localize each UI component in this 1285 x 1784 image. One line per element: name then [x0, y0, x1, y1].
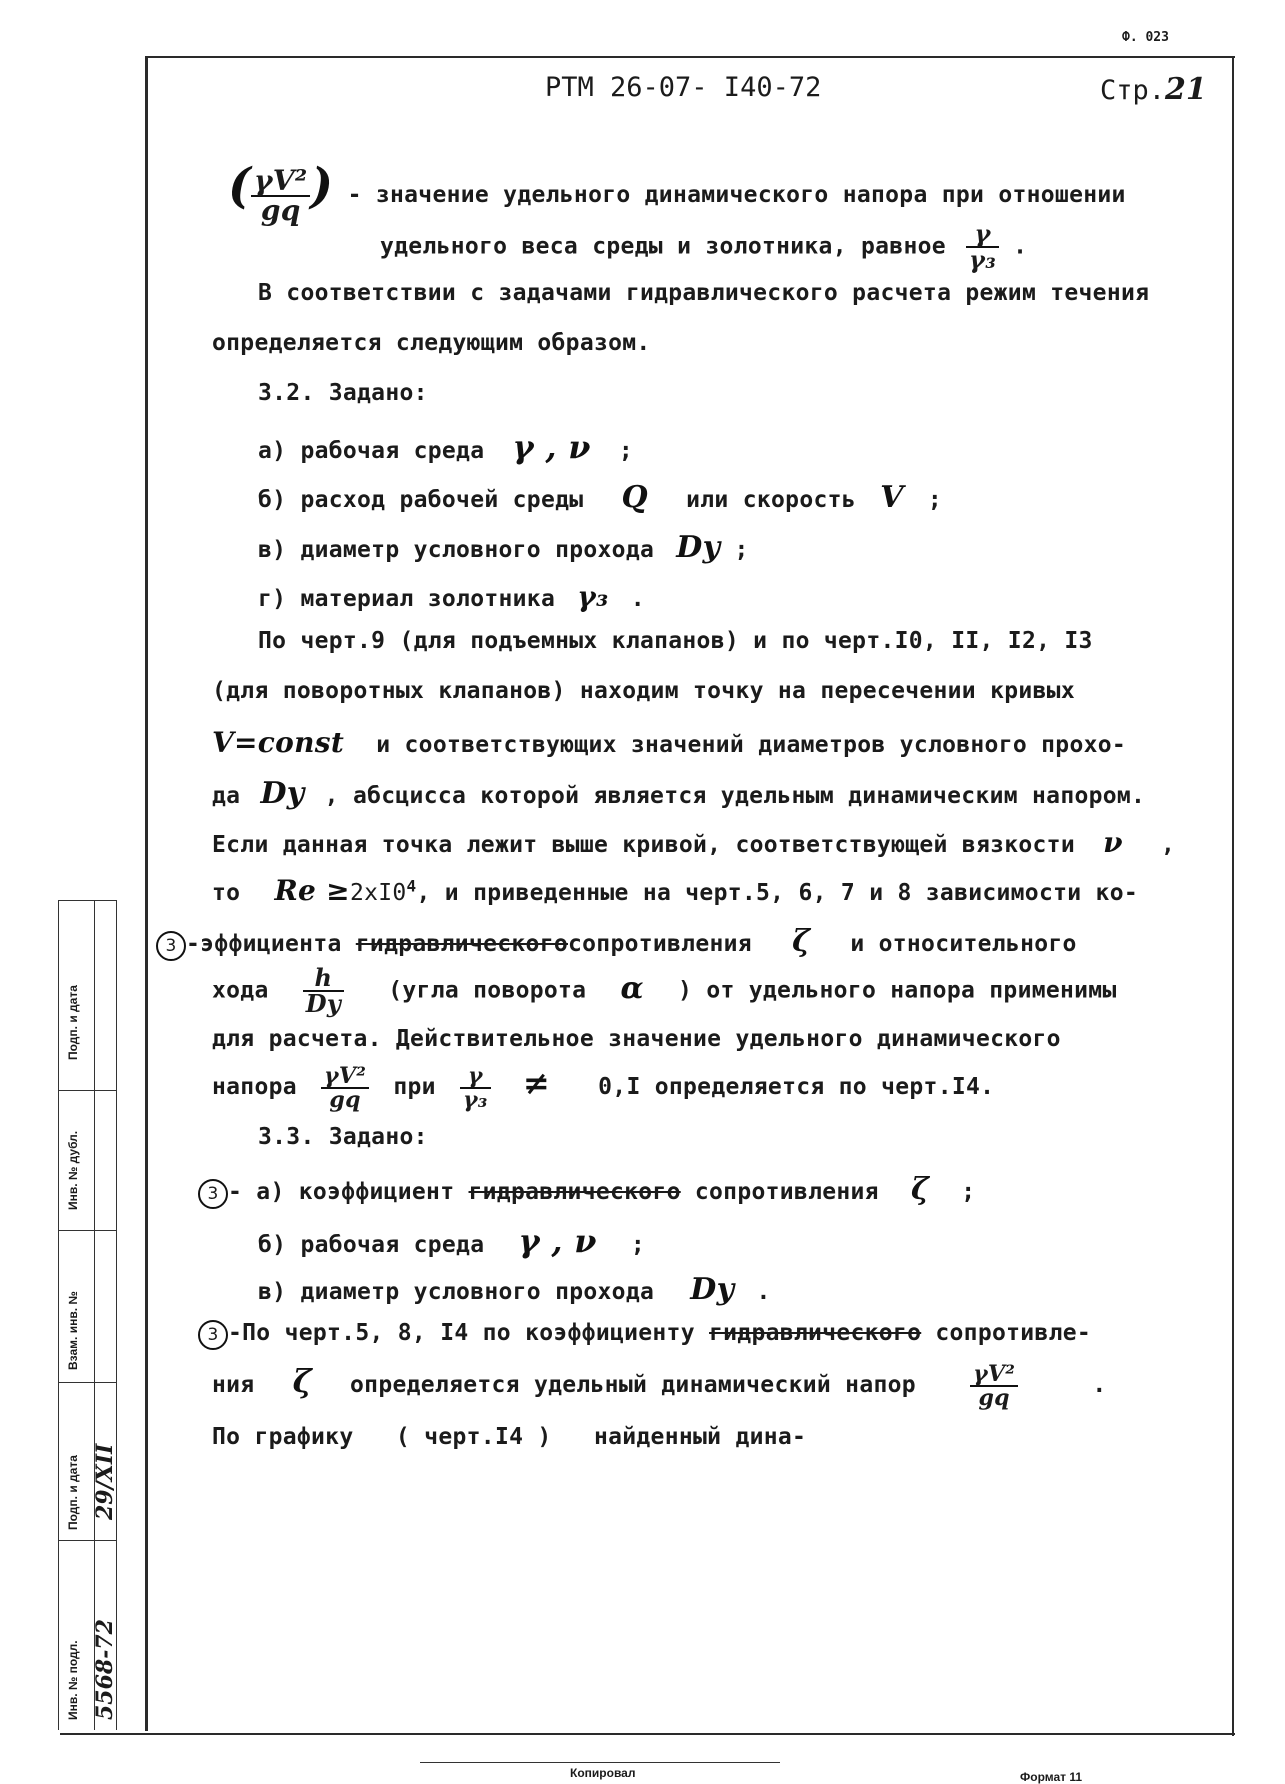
paragraph-2-line-8: хода $\frac{h}{Dy}$ (угла поворота α ) от удельного напора применимы	[212, 963, 1117, 1018]
paragraph-1-line-2: определяется следующим образом.	[212, 330, 651, 356]
paragraph-2-line-10: напора $\frac{\text{γV²}}{gq}$ при $\frac{\gamma}{\text{γ₃}}$ ≠ 0,I определяется по черт.I4.	[212, 1062, 995, 1113]
list-item-v-nominal-diameter-2: в) диаметр условного прохода Dy .	[258, 1272, 771, 1307]
fraction-relative-stroke: $\frac{h}{Dy}$	[303, 966, 344, 1016]
stamp-handwritten-inv-number: 5568-72	[92, 1619, 118, 1720]
fraction-weight-ratio-2: $\frac{\gamma}{\text{γ₃}}$	[460, 1065, 491, 1111]
list-item-v-nominal-diameter: в) диаметр условного прохода Dy ;	[258, 530, 749, 565]
frame-top-border	[145, 56, 1235, 58]
struck-word: гидравлического	[355, 931, 568, 957]
section-3-2-heading: 3.2. Задано:	[258, 380, 428, 406]
paragraph-2-line-3: V=const и соответствующих значений диаметров условного прохо-	[212, 726, 1127, 759]
paragraph-2-line-6: то $Re \ge 2xI0^4$, и приведенные на черт.5, 6, 7 и 8 зависимости ко-	[212, 874, 1138, 907]
paragraph-2-line-9: для расчета. Действительное значение удельного динамического	[212, 1026, 1061, 1052]
list-item-g-spool-material: г) материал золотника γ₃ .	[258, 580, 645, 613]
fraction-dynamic-head: $\frac{\text{γV²}}{gq}$	[251, 167, 310, 225]
paragraph-2-line-5: Если данная точка лежит выше кривой, соответствующей вязкости ν ,	[212, 826, 1176, 859]
list-item-a-resistance-coefficient: 3 - а) коэффициент гидравлического сопротивления ζ ;	[198, 1172, 975, 1209]
side-stamp-block	[58, 900, 116, 1730]
revision-mark: 3	[198, 1179, 228, 1209]
fraction-dynamic-head-2: $\frac{\text{γV²}}{gq}$	[321, 1065, 369, 1111]
footer-copied-by: Копировал	[570, 1766, 636, 1780]
paragraph-2-line-4: да Dy , абсцисса которой является удельным динамическим напором.	[212, 776, 1146, 811]
paragraph-1-line-1: В соответствии с задачами гидравлического расчета режим течения	[258, 280, 1150, 306]
stamp-handwritten-date: 29/XII	[92, 1443, 118, 1520]
paragraph-3-line-3: По графику ( черт.I4 ) найденный дина-	[212, 1424, 807, 1450]
stamp-original-inv-label: Инв. № подл.	[66, 1640, 80, 1720]
frame-left-border	[145, 56, 148, 1731]
page-label	[1100, 72, 1207, 107]
footer-format: Формат 11	[1020, 1770, 1083, 1784]
fraction-dynamic-head-3: $\frac{\text{γV²}}{gq}$	[970, 1363, 1018, 1409]
paragraph-2-line-7: 3 -эффициента гидравлическогосопротивления ζ и относительного	[156, 924, 1077, 961]
line-specific-weight-ratio: удельного веса среды и золотника, равное $\frac{\gamma}{\text{γ₃}}$ .	[380, 219, 1028, 274]
stamp-sign-date-label-2: Подп. и дата	[66, 1455, 80, 1530]
document-code: РТМ 26-07- I40-72	[545, 72, 822, 103]
paragraph-3-line-2: ния ζ определяется удельный динамический напор $\frac{\text{γV²}}{gq}$ .	[212, 1360, 1107, 1411]
paragraph-2-line-2: (для поворотных клапанов) находим точку на пересечении кривых	[212, 678, 1075, 704]
paragraph-3-line-1: 3 -По черт.5, 8, I4 по коэффициенту гидравлического сопротивле-	[198, 1320, 1091, 1350]
struck-word: гидравлического	[709, 1320, 922, 1346]
stamp-duplicate-inv-label: Инв. № дубл.	[66, 1130, 80, 1210]
page-number: 21	[1165, 72, 1207, 107]
fraction-weight-ratio: $\frac{\gamma}{\text{γ₃}}$	[966, 222, 999, 272]
revision-mark: 3	[198, 1320, 228, 1350]
form-code: Ф. 023	[1122, 30, 1169, 45]
page-label-text: Стр.	[1100, 75, 1166, 106]
frame-bottom-border	[60, 1733, 1235, 1735]
list-item-a-working-medium: а) рабочая среда γ , ν ;	[258, 428, 634, 466]
list-item-b-flow-rate: б) расход рабочей среды Q или скорость V ;	[258, 480, 942, 515]
stamp-sign-date-label: Подп. и дата	[66, 985, 80, 1060]
frame-right-border	[1232, 56, 1234, 1736]
stamp-replacement-inv-label: Взам. инв. №	[66, 1291, 80, 1370]
struck-word: гидравлического	[468, 1179, 681, 1205]
footer-divider	[420, 1762, 780, 1763]
line-dynamic-head-definition: ( $\frac{\text{γV²}}{gq}$ ) - значение удельного динамического напора при отношении	[228, 158, 1126, 227]
revision-mark: 3	[156, 931, 186, 961]
section-3-3-heading: 3.3. Задано:	[258, 1124, 428, 1150]
list-item-b-working-medium: б) рабочая среда γ , ν ;	[258, 1222, 646, 1260]
paragraph-2-line-1: По черт.9 (для подъемных клапанов) и по черт.I0, II, I2, I3	[258, 628, 1093, 654]
